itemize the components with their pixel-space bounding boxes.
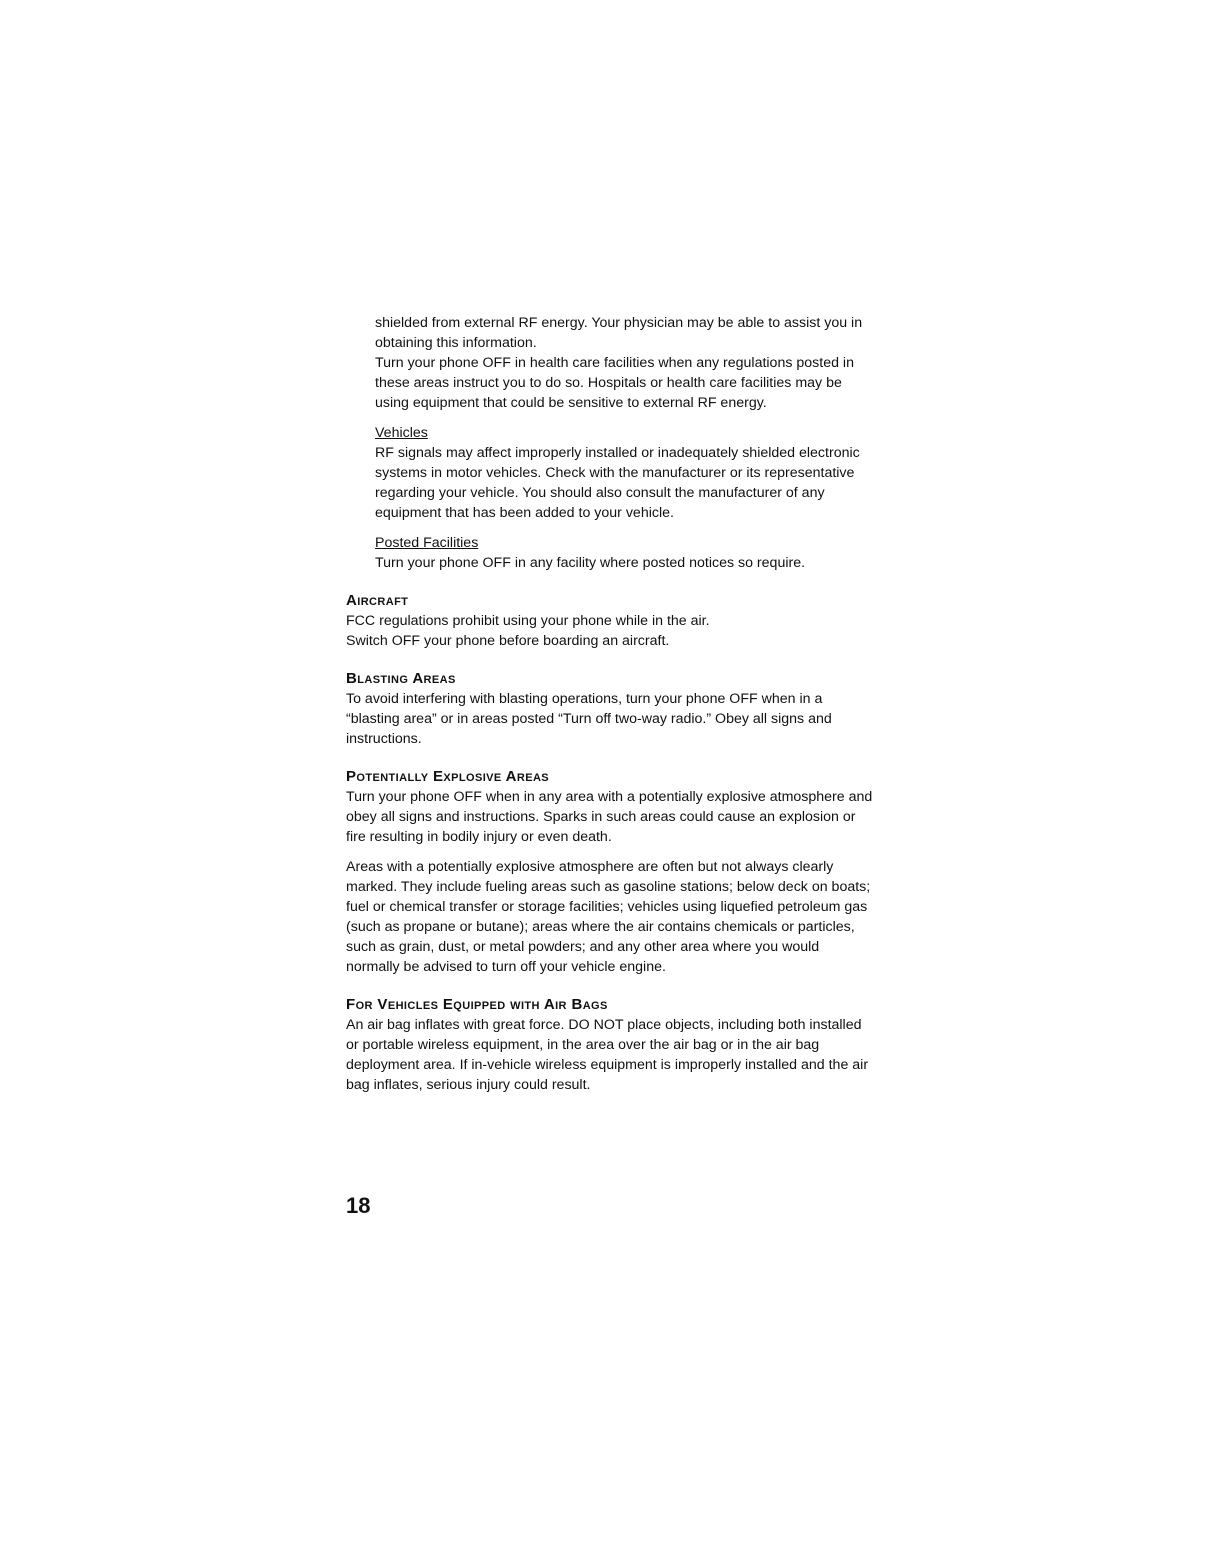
intro-paragraph: shielded from external RF energy. Your physician may be able to assist you in obtaining this information. (375, 315, 863, 351)
explosive-heading: Potentially Explosive Areas (346, 768, 550, 785)
blasting-text: To avoid interfering with blasting operations, turn your phone OFF when in a “blasting area” or in areas posted “Turn off two-way radio.” Obey all signs and instructions. (346, 691, 832, 747)
explosive-paragraph: Areas with a potentially explosive atmosphere are often but not always clearly marked. They include fueling areas such as gasoline stations; below deck on boats; fuel or chemical transfer or storage facilities; vehicles using liquefied petroleum gas (such as propane or butane); areas where the air contains chemicals or particles, such as grain, dust, or metal powders; and any other area where you would normally be advised to turn off your vehicle engine. (346, 859, 871, 975)
blasting-section (346, 669, 876, 749)
aircraft-line: Switch OFF your phone before boarding an aircraft. (346, 633, 670, 649)
airbags-text: An air bag inflates with great force. DO NOT place objects, including both installed or portable wireless equipment, in the area over the air bag or in the air bag deployment area. If in-vehicle wireless equipment is improperly installed and the air bag inflates, serious injury could result. (346, 1017, 869, 1093)
page-number: 18 (346, 1193, 371, 1218)
aircraft-line: FCC regulations prohibit using your phone while in the air. (346, 613, 710, 629)
intro-block (375, 313, 876, 573)
posted-facilities-heading: Posted Facilities (375, 535, 479, 551)
intro-paragraph: Turn your phone OFF in health care facilities when any regulations posted in these areas instruct you to do so. Hospitals or health care facilities may be using equipment that could be sensitive to external RF energy. (375, 355, 854, 411)
airbags-heading: For Vehicles Equipped with Air Bags (346, 996, 608, 1013)
explosive-section (346, 767, 876, 977)
aircraft-heading: Aircraft (346, 592, 409, 609)
aircraft-section (346, 591, 876, 651)
document-page (346, 313, 876, 1095)
airbags-section (346, 995, 876, 1095)
posted-facilities-text: Turn your phone OFF in any facility where posted notices so require. (375, 555, 806, 571)
vehicles-heading: Vehicles (375, 425, 428, 441)
blasting-heading: Blasting Areas (346, 670, 456, 687)
vehicles-block (375, 423, 876, 523)
explosive-paragraph: Turn your phone OFF when in any area with a potentially explosive atmosphere and obey all signs and instructions. Sparks in such areas could cause an explosion or fire resulting in bodily injury or even death. (346, 789, 873, 845)
posted-facilities-block (375, 533, 876, 573)
vehicles-text: RF signals may affect improperly installed or inadequately shielded electronic systems in motor vehicles. Check with the manufacturer or its representative regarding your vehicle. You should also consult the manufacturer of any equipment that has been added to your vehicle. (375, 445, 860, 521)
